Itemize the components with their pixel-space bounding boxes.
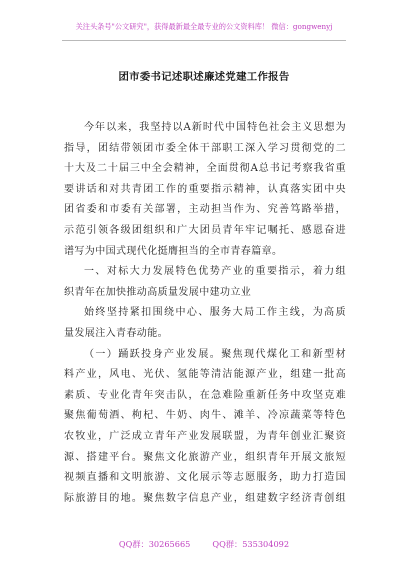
header-banner: 关注头条号"公文研究"，获得最新最全最专业的公文资料库！ 微信：gongwenyj [75, 22, 333, 31]
section-heading-line: 一、对标大力发展特色优势产业的重要指示，着力组 [84, 266, 346, 278]
paragraph-line: 始终坚持紧扣围绕中心、服务大局工作主线，为高质 [84, 307, 346, 319]
paragraph-line: 农牧业，广泛成立青年产业发展联盟，为青年创业汇聚资 [64, 430, 346, 442]
paragraph-line: 源、搭建平台。聚焦文化旅游产业，组织青年开展文旅短 [64, 451, 346, 463]
paragraph-line: 素质、专业化青年突击队，在急难险重新任务中攻坚克难 [64, 389, 346, 401]
paragraph-line: 十大及二十届三中全会精神，全面贯彻A总书记考察我省重 [64, 163, 346, 175]
paragraph-line: 料产业，风电、光伏、氢能等清洁能源产业，组建一批高 [64, 369, 346, 381]
paragraph-line: 量发展注入青春动能。 [64, 327, 168, 339]
footer-qq-group-2: QQ群：535304092 [212, 539, 290, 549]
paragraph-line: 指导，团结带领团市委全体干部职工深入学习贯彻党的二 [64, 142, 346, 154]
paragraph-line: 要讲话和对共青团工作的重要指示精神，认真落实团中央 [64, 183, 346, 195]
paragraph-line: （一）踊跃投身产业发展。聚焦现代煤化工和新型材 [84, 348, 346, 360]
paragraph-line: 示范引领各级团组织和广大团员青年牢记嘱托、感恩奋进 [64, 224, 346, 236]
footer-qq-group-1: QQ群：30265665 [118, 539, 191, 549]
paragraph-line: 际旅游目的地。聚焦数字信息产业，组建数字经济青创组 [64, 492, 346, 504]
paragraph-line: 视频直播和文明旅游、文化展示等志愿服务，助力打造国 [64, 472, 346, 484]
paragraph-line: 团省委和市委有关部署，主动担当作为、究善笃路举措， [64, 204, 346, 216]
paragraph-line: 今年以来，我坚持以A新时代中国特色社会主义思想为 [84, 122, 346, 133]
paragraph-line: 聚焦葡萄酒、枸杞、牛奶、肉牛、滩羊、冷凉蔬菜等特色 [64, 410, 346, 422]
document-body [64, 118, 346, 509]
header-divider [62, 40, 346, 41]
document-title: 团市委书记述职述廉述党建工作报告 [118, 71, 290, 83]
paragraph-line: 谱写为中国式现代化挺膺担当的全市青春篇章。 [64, 245, 283, 257]
footer [0, 539, 408, 550]
section-heading-line: 织青年在加快推动高质量发展中建功立业 [64, 286, 252, 298]
